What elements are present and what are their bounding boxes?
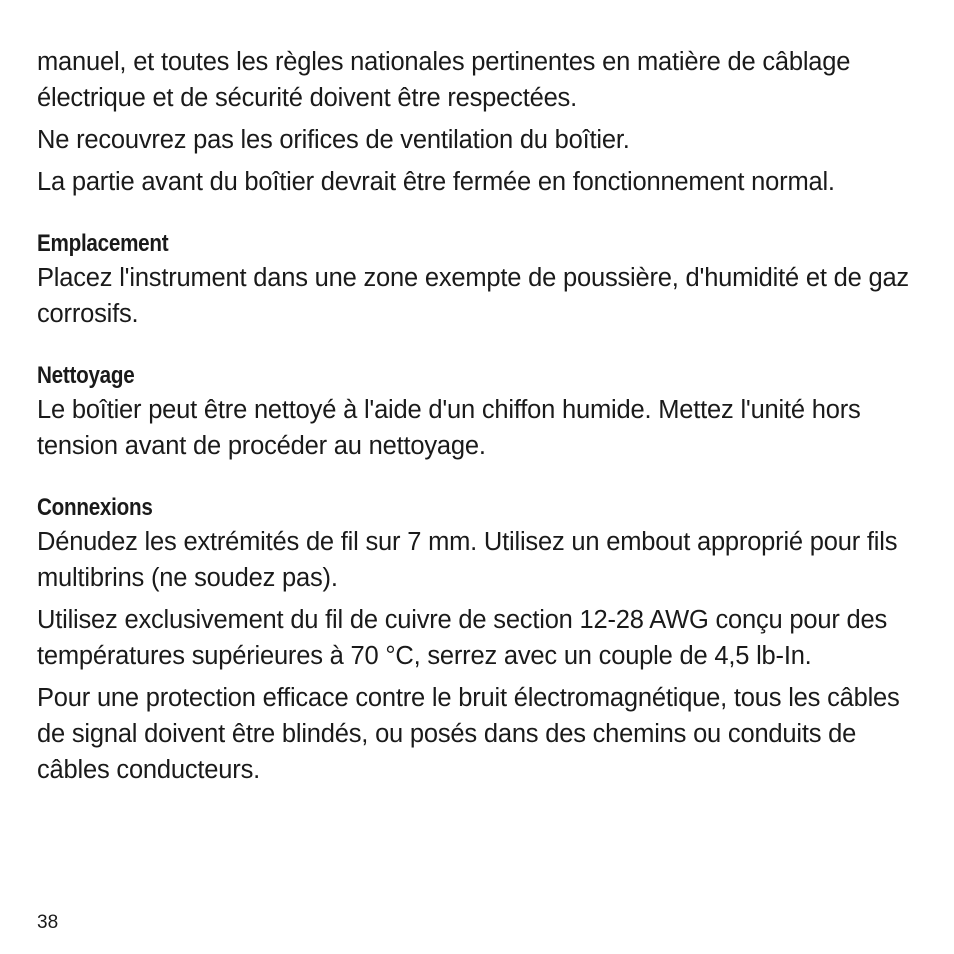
- section-paragraph: Utilisez exclusivement du fil de cuivre de section 12-28 AWG conçu pour des températures supérieures à 70 °C, serrez avec un couple de 4,5 lb-In.: [37, 606, 888, 670]
- section-paragraph: Dénudez les extrémités de fil sur 7 mm. Utilisez un embout approprié pour fils multibrins (ne soudez pas).: [37, 528, 898, 592]
- page-number: 38: [37, 912, 59, 933]
- section-paragraph: Pour une protection efficace contre le bruit électromagnétique, tous les câbles de signal doivent être blindés, ou posés dans des chemins ou conduits de câbles conducteurs.: [37, 684, 900, 784]
- intro-paragraph-1: manuel, et toutes les règles nationales pertinentes en matière de câblage électrique et de sécurité doivent être respectées.: [37, 48, 851, 112]
- section-paragraph: Placez l'instrument dans une zone exempte de poussière, d'humidité et de gaz corrosifs.: [37, 264, 909, 328]
- document-body: [37, 44, 927, 794]
- section-connexions: [37, 492, 927, 788]
- section-heading: Emplacement: [37, 230, 169, 257]
- section-nettoyage: [37, 360, 927, 464]
- section-emplacement: [37, 228, 927, 332]
- intro-paragraph-2: Ne recouvrez pas les orifices de ventilation du boîtier.: [37, 126, 630, 154]
- intro-paragraph-3: La partie avant du boîtier devrait être fermée en fonctionnement normal.: [37, 168, 835, 196]
- section-paragraph: Le boîtier peut être nettoyé à l'aide d'un chiffon humide. Mettez l'unité hors tension avant de procéder au nettoyage.: [37, 396, 861, 460]
- section-heading: Nettoyage: [37, 362, 135, 389]
- section-heading: Connexions: [37, 494, 153, 521]
